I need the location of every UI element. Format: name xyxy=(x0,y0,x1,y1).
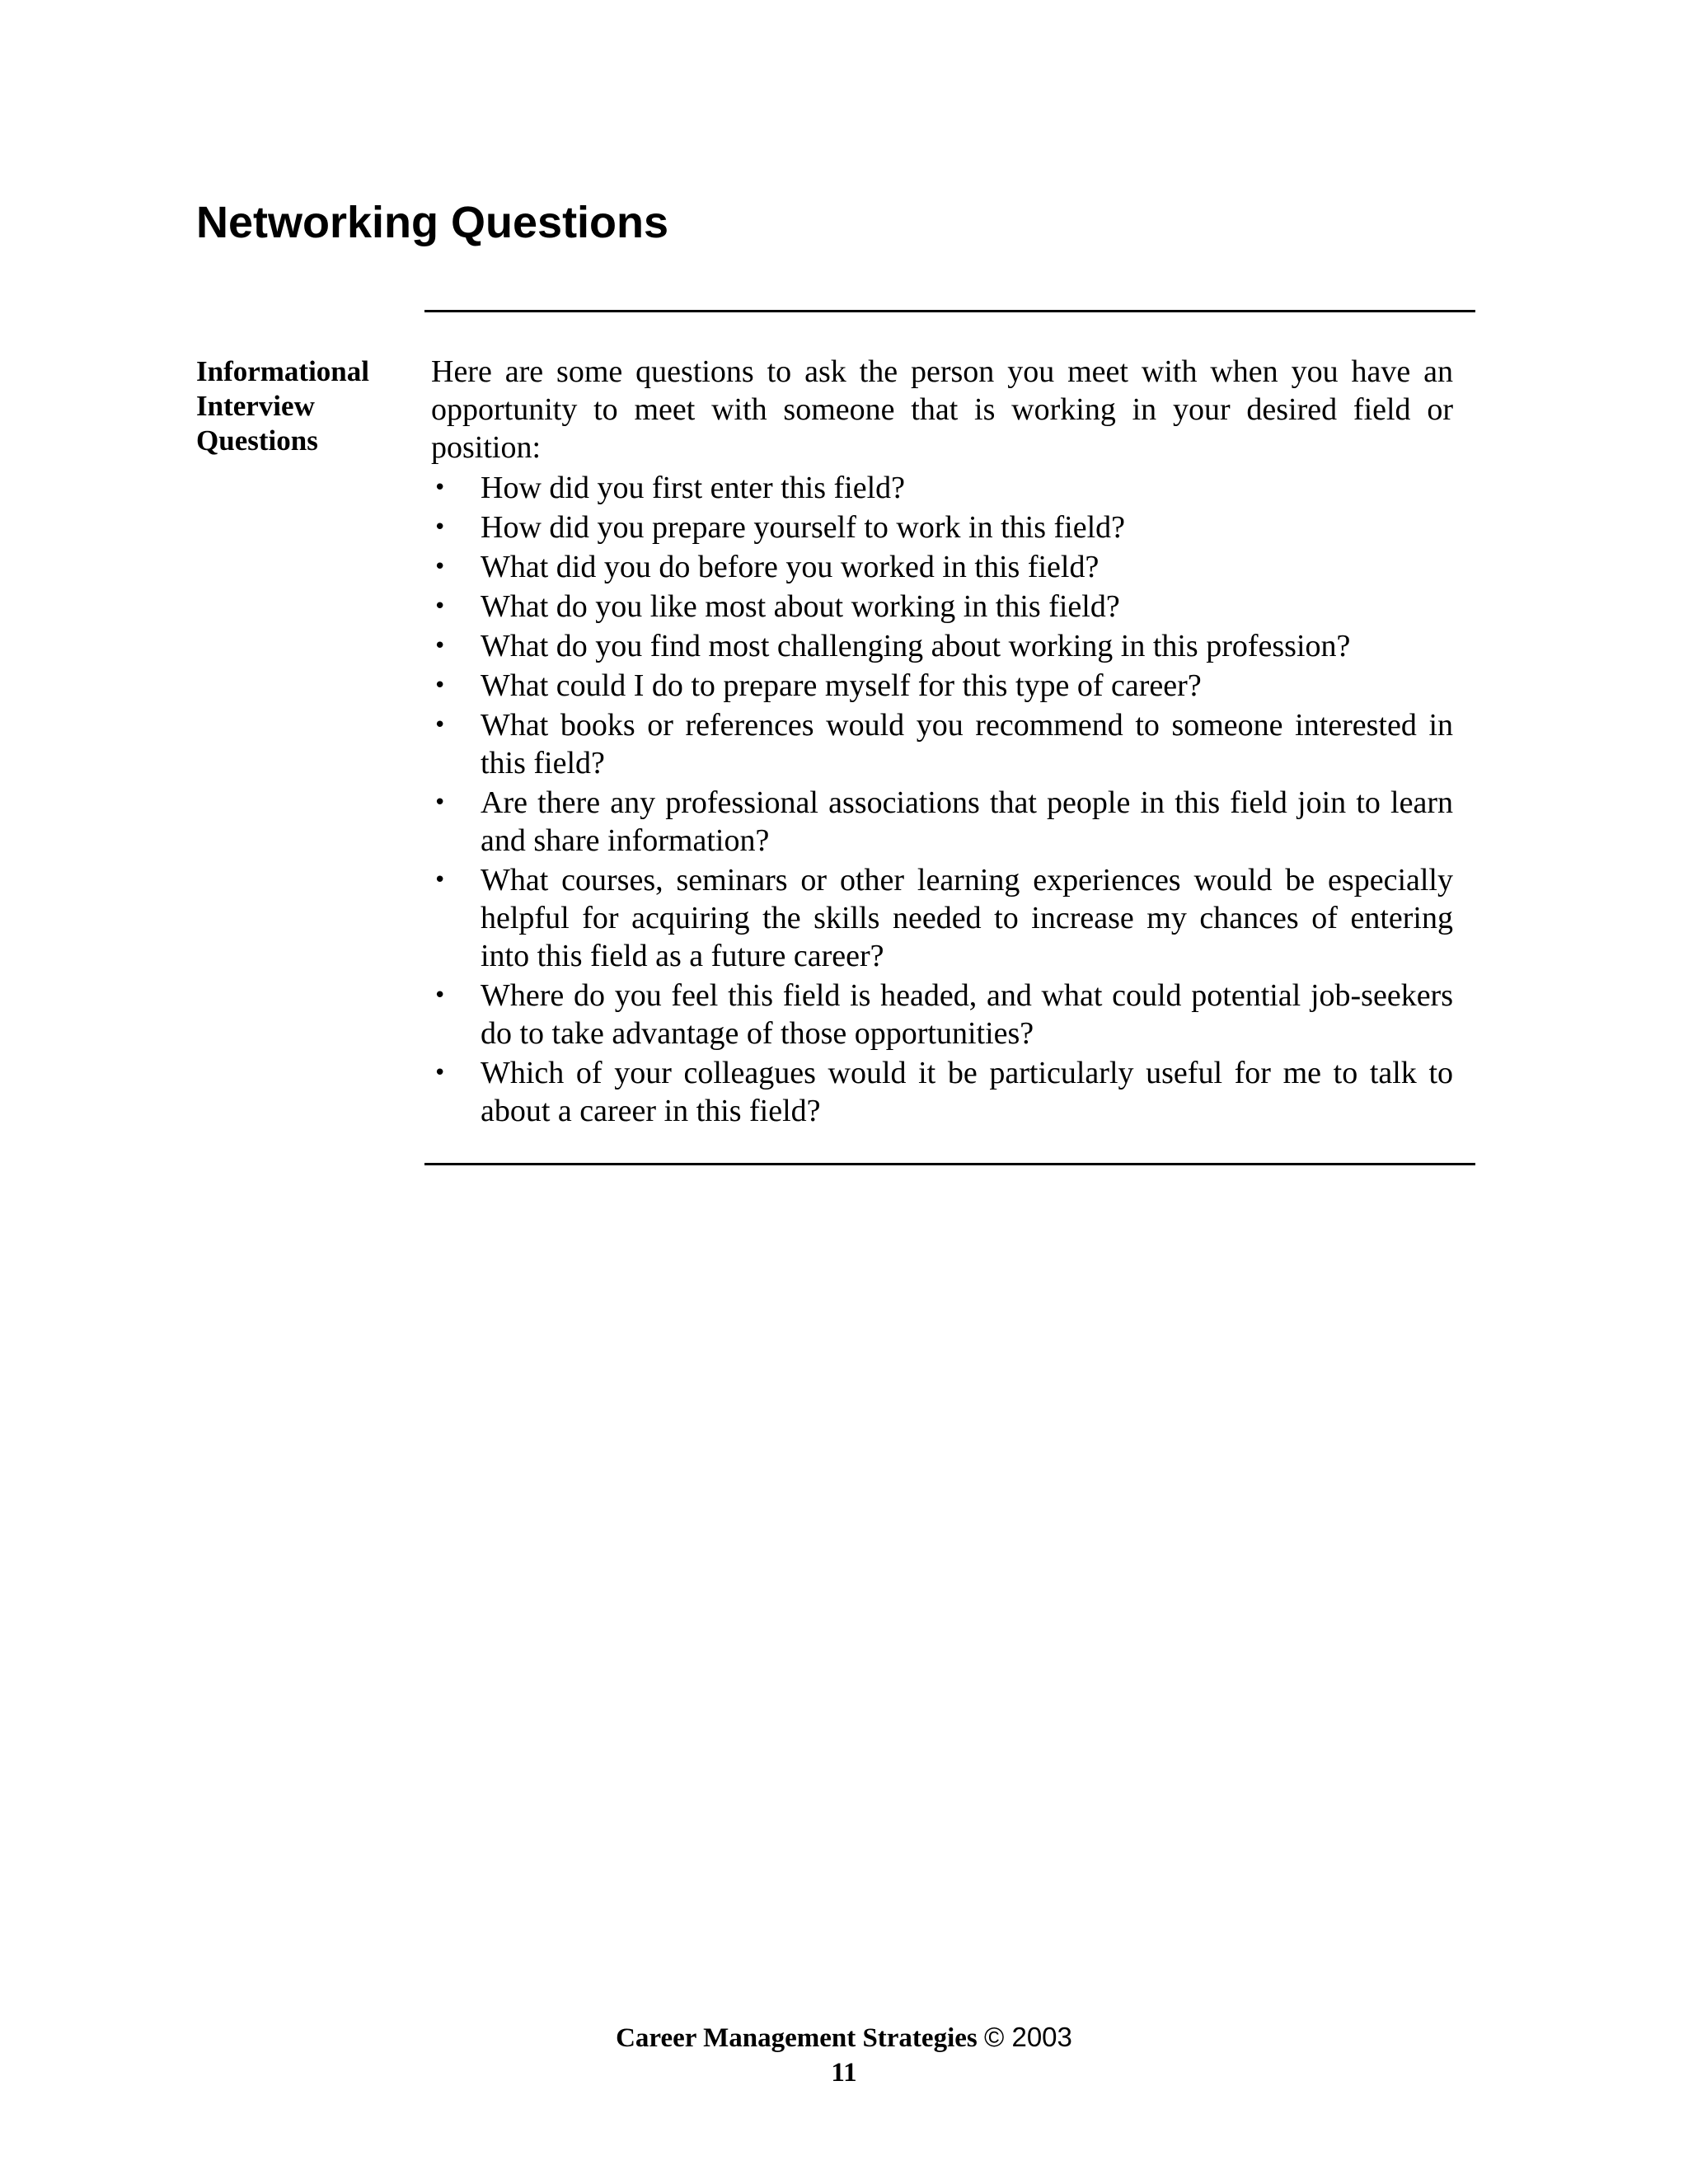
bullet-icon: • xyxy=(434,983,447,1008)
section-content xyxy=(431,353,1453,1132)
question-list xyxy=(431,469,1453,1130)
section-label-line: Informational xyxy=(196,355,369,387)
bullet-icon: • xyxy=(434,476,447,500)
question-text: How did you prepare yourself to work in this field? xyxy=(481,510,1125,545)
question-text: What do you like most about working in this field? xyxy=(481,589,1120,624)
list-item xyxy=(431,469,1453,507)
section-label-line: Interview xyxy=(196,390,315,422)
question-text: Which of your colleagues would it be particularly useful for me to talk to about a career in this field? xyxy=(481,1056,1453,1128)
question-text: Where do you feel this field is headed, and what could potential job-seekers do to take advantage of those opportunities? xyxy=(481,978,1453,1051)
top-divider xyxy=(424,310,1475,312)
list-item xyxy=(431,548,1453,586)
intro-paragraph: Here are some questions to ask the person you meet with when you have an opportunity to meet with someone that is working in your desired field or position: xyxy=(431,354,1453,465)
question-text: What could I do to prepare myself for this type of career? xyxy=(481,668,1202,703)
bullet-icon: • xyxy=(434,594,447,619)
bottom-divider xyxy=(424,1163,1475,1165)
page-footer xyxy=(0,2020,1688,2090)
list-item xyxy=(431,861,1453,975)
bullet-icon: • xyxy=(434,868,447,893)
list-item xyxy=(431,977,1453,1052)
list-item xyxy=(431,509,1453,546)
bullet-icon: • xyxy=(434,713,447,738)
footer-copyright: © 2003 xyxy=(983,2022,1072,2052)
section-label-line: Questions xyxy=(196,424,318,457)
question-text: What did you do before you worked in this field? xyxy=(481,550,1100,584)
bullet-icon: • xyxy=(434,555,447,579)
page-title: Networking Questions xyxy=(196,198,669,247)
section-label xyxy=(196,354,398,458)
list-item xyxy=(431,627,1453,665)
bullet-icon: • xyxy=(434,790,447,815)
list-item xyxy=(431,667,1453,705)
question-text: How did you first enter this field? xyxy=(481,471,906,505)
bullet-icon: • xyxy=(434,634,447,658)
bullet-icon: • xyxy=(434,673,447,698)
list-item xyxy=(431,588,1453,626)
list-item xyxy=(431,706,1453,782)
page-number: 11 xyxy=(831,2058,857,2088)
footer-brand: Career Management Strategies xyxy=(616,2023,978,2053)
bullet-icon: • xyxy=(434,515,447,540)
question-text: What courses, seminars or other learning experiences would be especially helpful for acquiring the skills needed to increase my chances of entering into this field as a future career? xyxy=(481,863,1453,973)
question-text: What books or references would you recommend to someone interested in this field? xyxy=(481,708,1453,780)
list-item xyxy=(431,784,1453,860)
bullet-icon: • xyxy=(434,1061,447,1085)
list-item xyxy=(431,1054,1453,1130)
question-text: What do you find most challenging about working in this profession? xyxy=(481,629,1351,663)
question-text: Are there any professional associations that people in this field join to learn and share information? xyxy=(481,785,1453,858)
